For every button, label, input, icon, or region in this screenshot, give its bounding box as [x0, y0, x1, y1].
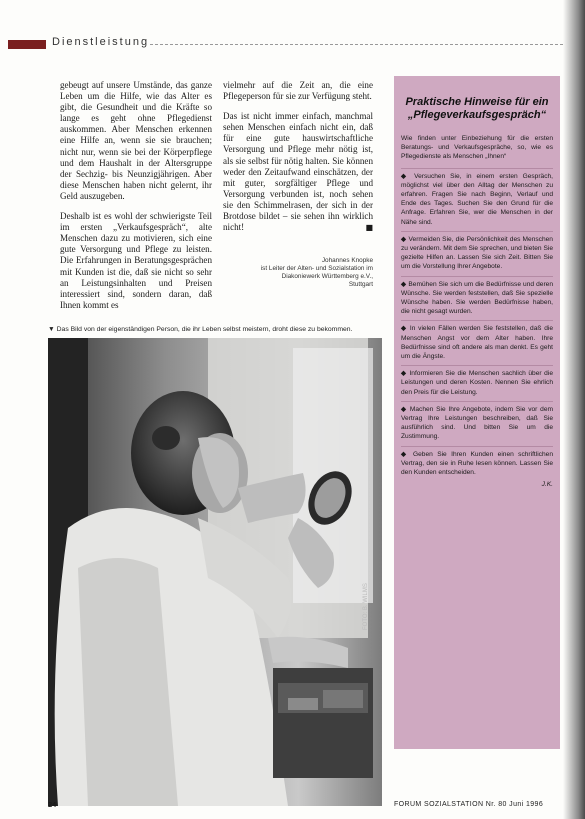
article-photo	[48, 338, 382, 806]
article-paragraph: gebeugt auf unsere Umstände, das ganze Leben um die Hilfe, wie das Alter es gibt, die Gesundheit und die Kräfte so lange es geht ohne Pflegedienst auskommen. Aber Menschen erkennen eine Hilfe an, wenn sie sie brauchen; nicht nur, wenn sie bei der Körperpflege und dem Haushalt in der Altersgruppe der Sechzig- bis Neunzigjährigen. Aber diese Menschen haben nicht gelernt, ihr Geld auszugeben.	[60, 80, 212, 201]
article-column-2	[223, 80, 373, 242]
bullet-icon: ◆	[401, 450, 409, 458]
list-item	[401, 320, 553, 365]
page-number: 24	[48, 800, 57, 809]
list-item	[401, 168, 553, 231]
article-paragraph	[223, 111, 373, 233]
end-mark-icon: ■	[365, 223, 373, 233]
section-marker	[8, 40, 46, 49]
list-item	[401, 231, 553, 276]
list-item	[401, 401, 553, 446]
article-paragraph: vielmehr auf die Zeit an, die eine Pflegeperson für sie zur Verfügung steht.	[223, 80, 373, 102]
photo-credit: FOTO: B. WILMS	[363, 583, 369, 630]
sidebar-intro: Wie finden unter Einbeziehung für die ersten Beratungs- und Verkaufsgespräche, so, wie es Pflegedienste als Menschen „Ihnen“	[401, 135, 553, 161]
photo-caption: ▼ Das Bild von der eigenständigen Person, die ihr Leben selbst meistern, droht diese zu bekommen.	[48, 326, 353, 333]
article-paragraph: Deshalb ist es wohl der schwierigste Teil im ersten „Verkaufsgespräch“, alte Menschen dazu zu motivieren, sich eine gute Versorgung und Pflege zu leisten. Die Erfahrungen in Beratungsgesprächen mit Kunden ist die, daß sie nicht so sehr an Leistungsinhalten und Preisen interessiert sind, sondern daran, daß Ihnen kommt es	[60, 211, 212, 310]
list-item	[401, 276, 553, 321]
sidebar-title: Praktische Hinweise für ein „Pflegeverkaufsgespräch“	[405, 96, 549, 121]
section-header: Dienstleistung	[52, 36, 150, 48]
list-item-text: In vielen Fällen werden Sie feststellen, daß die Menschen Angst vor dem Alter haben. Ihre Bedürfnisse sind oft andere als man denkt. Es geht um die Ängste.	[401, 325, 553, 361]
list-item-text: Versuchen Sie, in einem ersten Gespräch, möglichst viel über den Alltag der Menschen zu erfahren. Fragen Sie nach Beginn, Verlauf und Ende des Tages. Suchen Sie den Grund für die Anfrage. Erfahren Sie, wer die Menschen in der Nähe sind.	[401, 172, 553, 226]
bullet-icon: ◆	[401, 370, 407, 378]
scan-edge-shadow	[563, 0, 585, 819]
journal-footer: FORUM SOZIALSTATION Nr. 80 Juni 1996	[394, 801, 544, 808]
bullet-icon: ◆	[401, 405, 408, 413]
article-column-1	[60, 80, 212, 320]
list-item-text: Informieren Sie die Menschen sachlich über die Leistungen und deren Kosten. Nennen Sie ehrlich den Preis für die Leistung.	[401, 370, 553, 396]
article-text: Das ist nicht immer einfach, manchmal sehen Menschen einfach nicht ein, daß für eine gute hauswirtschaftliche Versorgung und Pflege mehr nötig ist, als sie selbst für nötig halten. Sie können weder den Zeitaufwand einschätzen, der mit guter, sorgfältiger Pflege und Versorgung verbunden ist, noch sehen sie den Schimmelrasen, der sich in der Brotdose bildet – sie sehen ihn wirklich nicht!	[223, 111, 373, 233]
bullet-icon: ◆	[401, 325, 408, 333]
sidebar-list	[401, 168, 553, 482]
list-item-text: Vermeiden Sie, die Persönlichkeit des Menschen zu verändern. Mit dem Sie sprechen, und bieten Sie gezielte Hilfen an. Lassen Sie sich Zeit. Bitten Sie um die Vorstellung Ihrer Angebote.	[401, 235, 553, 271]
list-item-text: Geben Sie Ihren Kunden einen schriftlichen Vertrag, den sie in Ruhe lesen können. Lassen Sie den Kunden entscheiden.	[401, 450, 553, 477]
sidebar-box	[394, 76, 560, 749]
list-item	[401, 365, 553, 401]
list-item-text: Bemühen Sie sich um die Bedürfnisse und deren Wünsche. Sie werden feststellen, daß Sie spezielle Wünsche haben. Sie werden Bedürfnisse haben, die nicht gesagt wurden.	[401, 280, 553, 316]
caption-text: Das Bild von der eigenständigen Person, die ihr Leben selbst meistern, droht diese zu bekommen.	[56, 326, 353, 333]
list-item-text: Machen Sie Ihre Angebote, indem Sie vor dem Vertrag Ihre Leistungen beschreiben, daß Sie ausführlich sind. Und bitten Sie um die Zustimmung.	[401, 405, 553, 441]
bullet-icon: ◆	[401, 235, 407, 243]
bullet-icon: ◆	[401, 280, 407, 288]
bullet-icon: ◆	[401, 172, 410, 180]
author-note: Johannes Knopke ist Leiter der Alten- und Sozialstation im Diakoniewerk Württemberg e.V., Stuttgart	[260, 257, 373, 288]
sidebar-initials: J.K.	[541, 481, 553, 489]
list-item	[401, 446, 553, 482]
header-rule	[150, 44, 573, 45]
